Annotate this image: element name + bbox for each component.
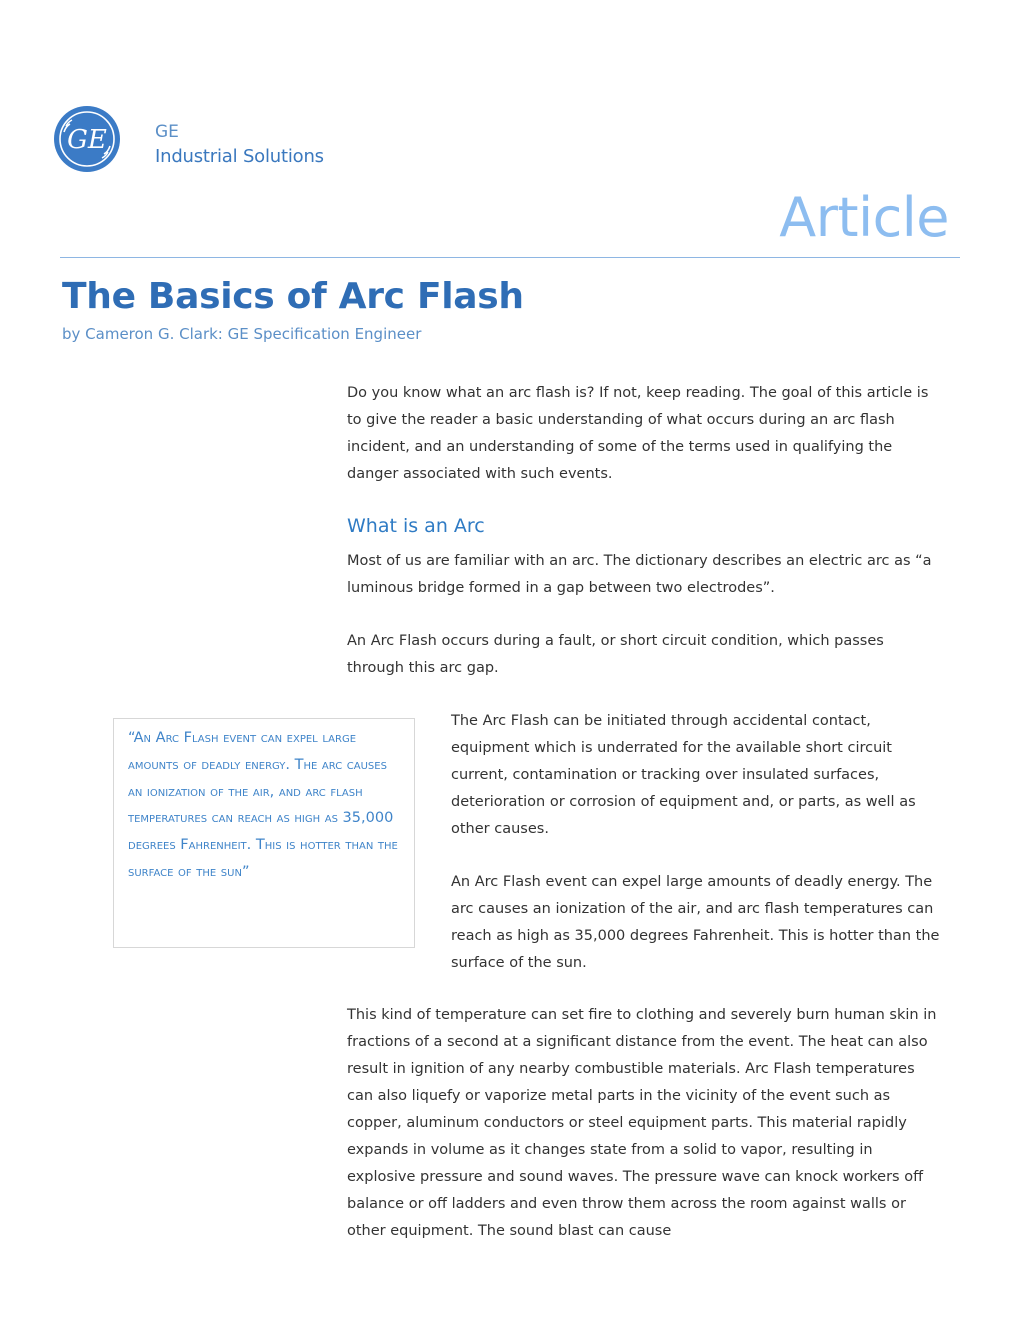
body-paragraph-5: This kind of temperature can set fire to clothing and severely burn human skin in fractions of a second at a significant distance from the event. The heat can also result in ignition of any nearby combustible materials. Arc Flash temperatures can also liquefy or vaporize metal parts in the vicinity of the event such as copper, aluminum conductors or steel equipment parts. This material rapidly expands in volume as it changes state from a solid to vapor, resulting in explosive pressure and sound waves. The pressure wave can knock workers off balance or off ladders and even throw them across the room against walls or other equipment. The sound blast can cause (347, 1007, 937, 1239)
header-divider (60, 257, 960, 258)
ge-monogram-text: GE (67, 125, 107, 155)
ge-logo-block (50, 100, 350, 180)
article-byline: by Cameron G. Clark: GE Specification Engineer (62, 325, 422, 343)
pull-quote: “An Arc Flash event can expel large amounts of deadly energy. The arc causes an ionization of the air, and arc flash temperatures can reach as high as 35,000 degrees Fahrenheit. This is hotter than the surface of the sun” (113, 718, 415, 948)
section-heading: What is an Arc (347, 515, 485, 537)
brand-name-line2: Industrial Solutions (155, 146, 324, 167)
brand-name-line1: GE (155, 122, 179, 142)
body-paragraph-2: An Arc Flash occurs during a fault, or short circuit condition, which passes through this arc gap. (347, 633, 884, 676)
body-paragraph-4: An Arc Flash event can expel large amounts of deadly energy. The arc causes an ionization of the air, and arc flash temperatures can reach as high as 35,000 degrees Fahrenheit. This is hotter than the surface of the sun. (451, 874, 940, 971)
ge-monogram-icon (52, 104, 122, 174)
body-paragraph-3: The Arc Flash can be initiated through accidental contact, equipment which is underrated for the available short circuit current, contamination or tracking over insulated surfaces, deterioration or corrosion of equipment and, or parts, as well as other causes. (451, 713, 916, 837)
article-title: The Basics of Arc Flash (62, 276, 524, 317)
body-paragraph-1: Most of us are familiar with an arc. The dictionary describes an electric arc as “a luminous bridge formed in a gap between two electrodes”. (347, 553, 932, 596)
document-type-label: Article (779, 186, 949, 249)
intro-paragraph: Do you know what an arc flash is? If not, keep reading. The goal of this article is to give the reader a basic understanding of what occurs during an arc flash incident, and an understanding of some of the terms used in qualifying the danger associated with such events. (347, 385, 929, 482)
